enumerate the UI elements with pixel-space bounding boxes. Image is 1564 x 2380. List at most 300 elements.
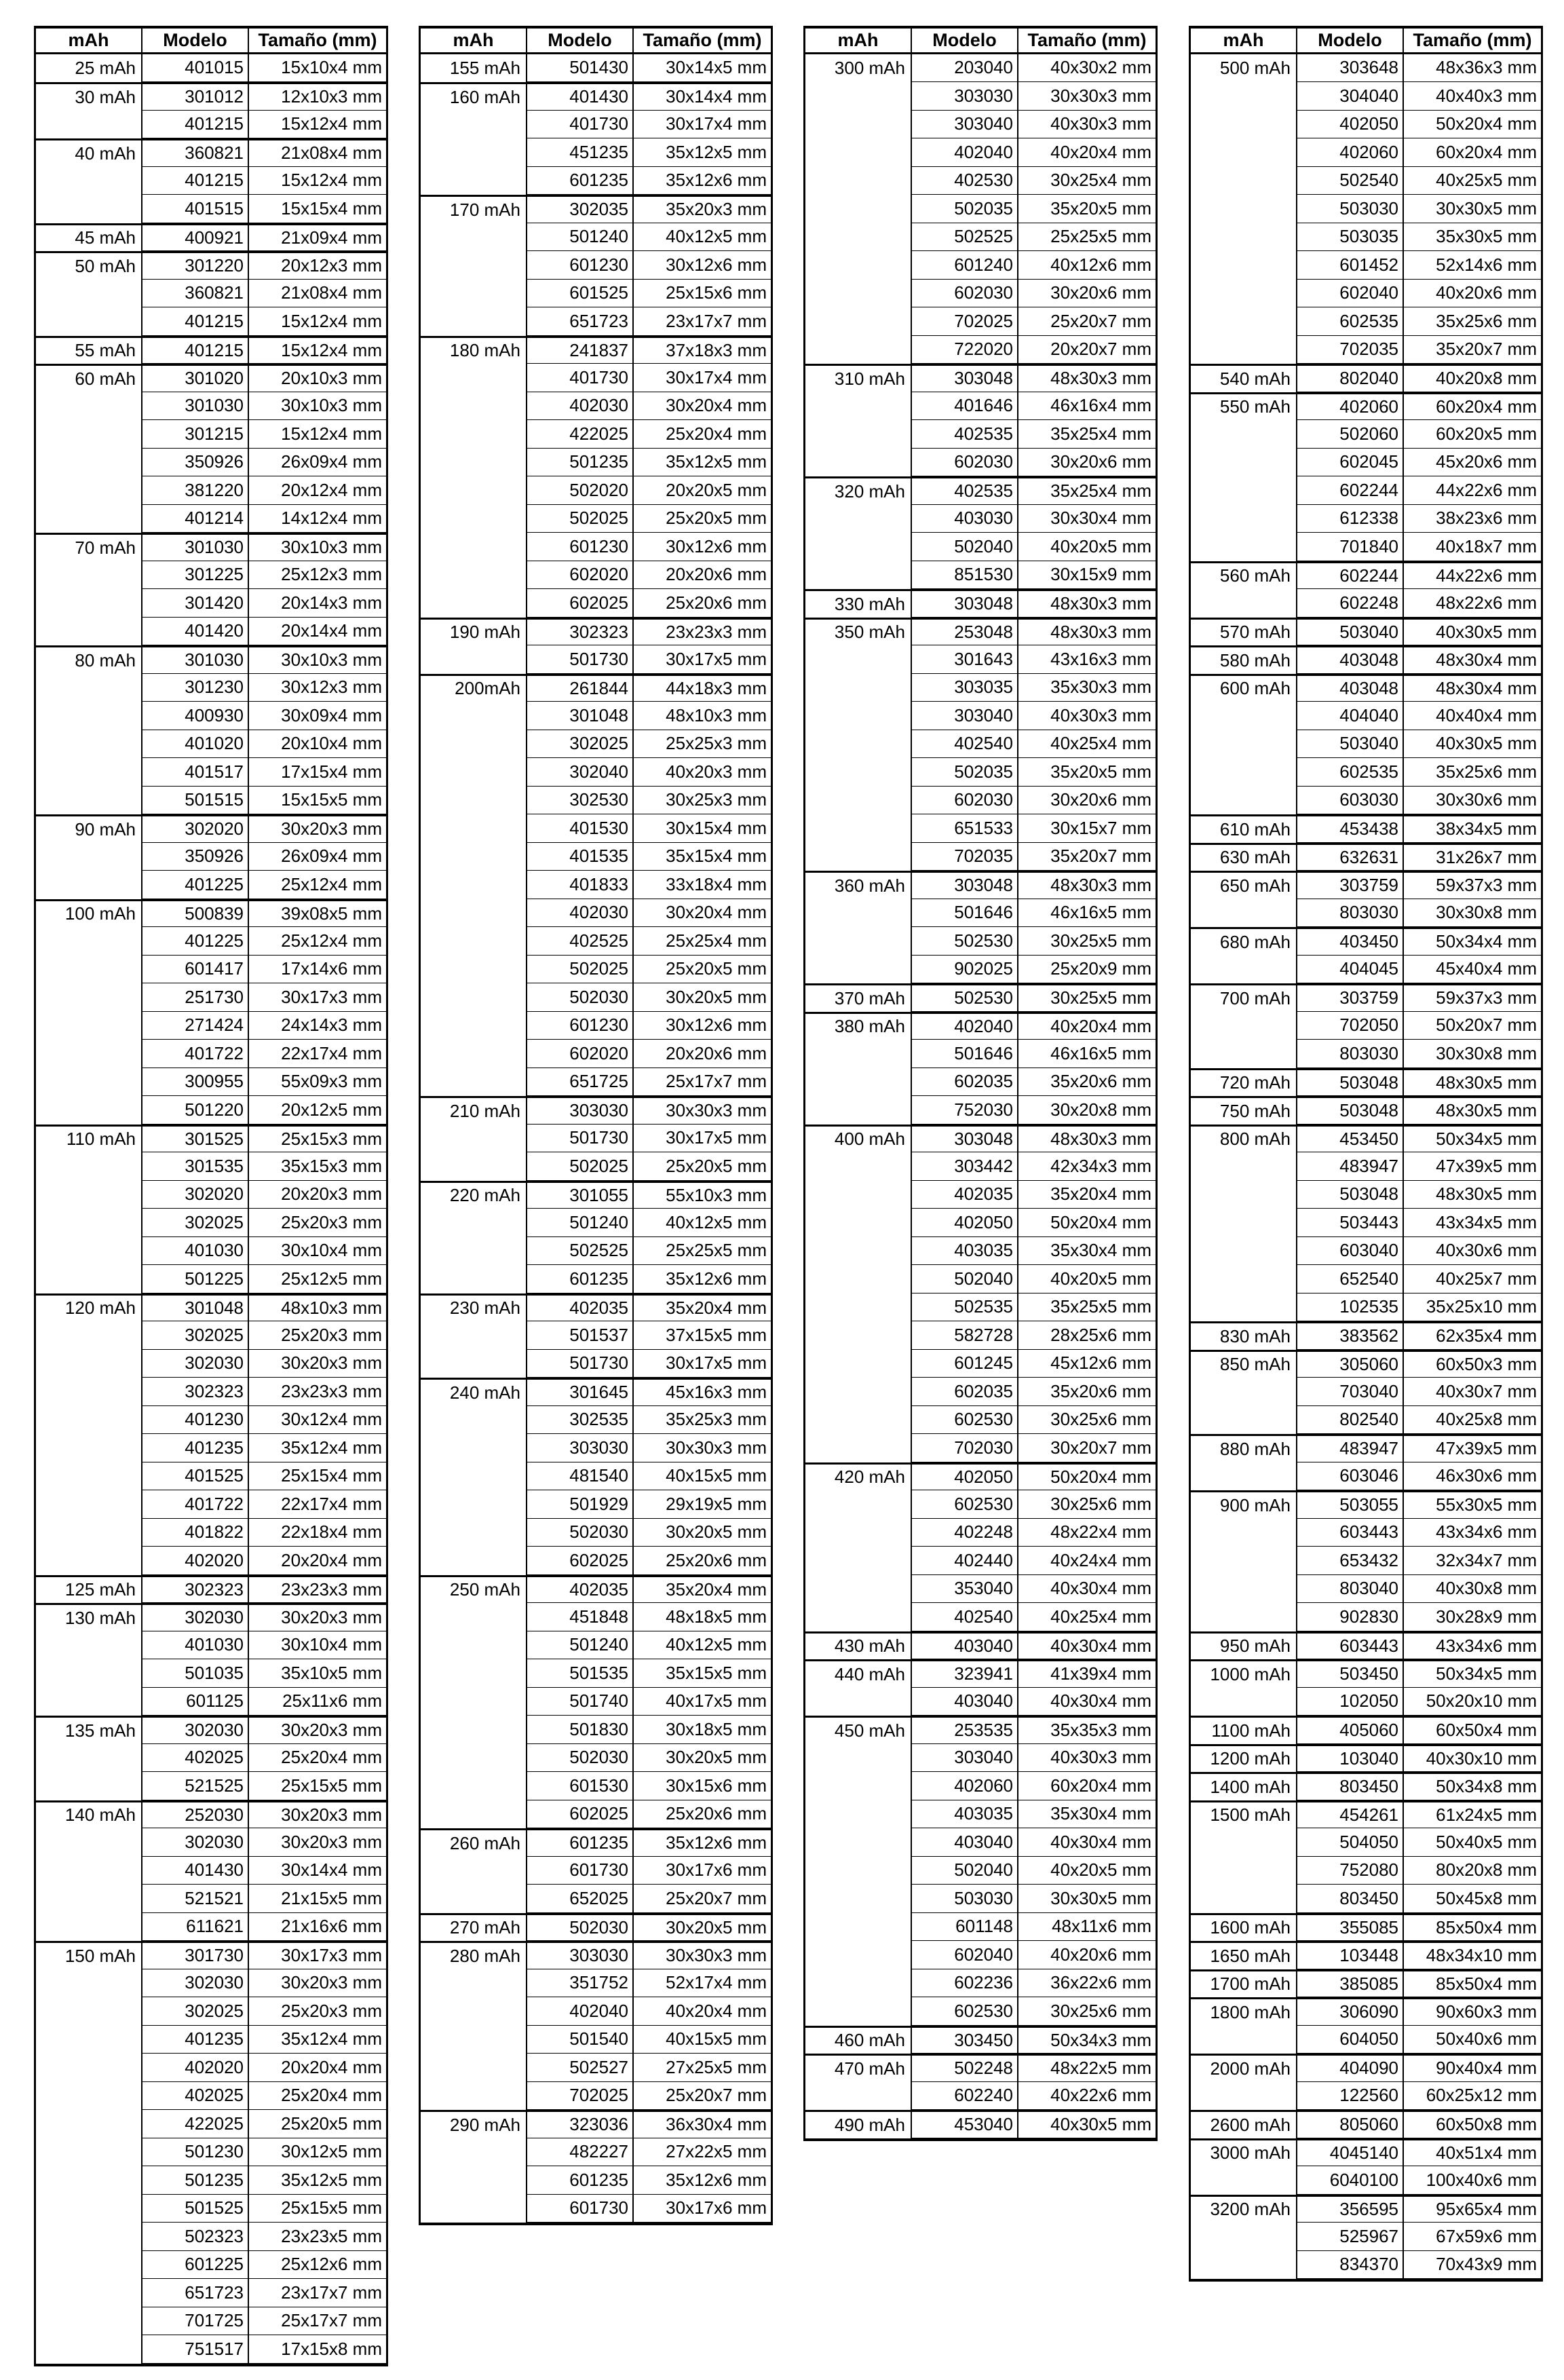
capacity-cell: 200mAh [421, 676, 527, 702]
size-cell: 30x12x6 mm [634, 1012, 771, 1040]
model-cell: 483947 [1297, 1152, 1404, 1181]
model-cell: 701725 [142, 2307, 249, 2336]
size-cell: 55x30x5 mm [1404, 1492, 1541, 1519]
capacity-cell [805, 1434, 912, 1462]
table-row [1191, 1969, 1541, 1998]
table-row [1191, 730, 1541, 759]
model-cell: 501515 [142, 787, 249, 815]
capacity-cell [1191, 1181, 1297, 1209]
model-cell: 501730 [527, 645, 634, 674]
capacity-cell: 250 mAh [421, 1577, 527, 1604]
size-cell: 30x10x3 mm [249, 392, 386, 421]
table-row [36, 364, 386, 392]
table-row [421, 1857, 771, 1885]
table-row [1191, 449, 1541, 477]
size-cell: 30x10x3 mm [249, 535, 386, 561]
model-cell: 350926 [142, 843, 249, 871]
model-cell: 401515 [142, 195, 249, 223]
table-row [805, 420, 1156, 449]
model-cell: 402025 [142, 1744, 249, 1773]
size-cell: 40x30x5 mm [1018, 2112, 1156, 2138]
model-cell: 303030 [527, 1434, 634, 1462]
size-cell: 41x39x4 mm [1018, 1661, 1156, 1688]
capacity-cell [805, 927, 912, 956]
capacity-cell [421, 1997, 527, 2026]
model-cell: 601417 [142, 956, 249, 984]
capacity-cell [36, 1096, 142, 1125]
table-row [421, 533, 771, 561]
capacity-cell: 30 mAh [36, 84, 142, 111]
size-cell: 35x25x5 mm [1018, 1293, 1156, 1322]
capacity-cell [421, 167, 527, 195]
table-row [805, 505, 1156, 533]
table-row [805, 1997, 1156, 2026]
model-cell: 252030 [142, 1802, 249, 1829]
table-row [805, 1631, 1156, 1660]
capacity-cell: 170 mAh [421, 197, 527, 223]
capacity-cell: 900 mAh [1191, 1492, 1297, 1519]
model-cell: 501740 [527, 1688, 634, 1716]
size-cell: 35x12x5 mm [634, 138, 771, 167]
table-row [36, 449, 386, 477]
capacity-cell [1191, 533, 1297, 561]
capacity-cell [36, 2279, 142, 2307]
capacity-cell [1191, 1209, 1297, 1237]
table-row [36, 505, 386, 533]
model-cell: 303648 [1297, 54, 1404, 83]
model-cell: 351752 [527, 1969, 634, 1998]
size-cell: 25x15x5 mm [249, 2195, 386, 2223]
size-cell: 55x09x3 mm [249, 1068, 386, 1097]
capacity-cell [1191, 1857, 1297, 1885]
capacity-cell [421, 956, 527, 984]
size-cell: 30x12x6 mm [634, 533, 771, 561]
model-cell: 404040 [1297, 702, 1404, 730]
size-cell: 24x14x3 mm [249, 1012, 386, 1040]
table-row [36, 1519, 386, 1547]
size-cell: 35x25x10 mm [1404, 1293, 1541, 1322]
size-cell: 35x12x5 mm [249, 2166, 386, 2195]
size-cell: 40x30x10 mm [1404, 1746, 1541, 1773]
capacity-cell [805, 1575, 912, 1604]
capacity-cell [36, 1744, 142, 1773]
size-cell: 15x15x4 mm [249, 195, 386, 223]
table-row [36, 730, 386, 759]
capacity-cell: 230 mAh [421, 1296, 527, 1322]
table-row [805, 54, 1156, 83]
model-cell: 453450 [1297, 1127, 1404, 1153]
model-cell: 702025 [527, 2082, 634, 2111]
size-cell: 48x30x5 mm [1404, 1070, 1541, 1097]
size-cell: 40x12x5 mm [634, 1209, 771, 1237]
table-row [1191, 2138, 1541, 2167]
size-cell: 52x14x6 mm [1404, 251, 1541, 280]
table-row [421, 2082, 771, 2111]
capacity-cell: 2600 mAh [1191, 2112, 1297, 2138]
table-row [805, 1772, 1156, 1800]
capacity-cell [36, 2335, 142, 2364]
table-row [1191, 1040, 1541, 1068]
table-row [1191, 111, 1541, 139]
size-cell: 25x20x7 mm [634, 2082, 771, 2111]
model-cell: 302025 [527, 730, 634, 759]
capacity-cell [36, 1152, 142, 1181]
model-cell: 601125 [142, 1688, 249, 1716]
battery-table-column-3 [803, 26, 1158, 2141]
table-row [805, 1688, 1156, 1716]
table-row [421, 251, 771, 280]
model-cell: 602244 [1297, 563, 1404, 590]
table-row [805, 1603, 1156, 1631]
capacity-cell: 155 mAh [421, 54, 527, 83]
capacity-cell [421, 1040, 527, 1068]
capacity-cell: 580 mAh [1191, 647, 1297, 674]
size-cell: 25x11x6 mm [249, 1688, 386, 1716]
table-row [1191, 1800, 1541, 1829]
table-row [421, 476, 771, 505]
table-row [805, 871, 1156, 899]
capacity-cell [36, 2054, 142, 2082]
size-cell: 46x30x6 mm [1404, 1462, 1541, 1491]
size-cell: 40x17x5 mm [634, 1688, 771, 1716]
capacity-cell [421, 1209, 527, 1237]
size-cell: 40x30x4 mm [1018, 1575, 1156, 1604]
size-cell: 50x20x10 mm [1404, 1688, 1541, 1716]
model-cell: 401822 [142, 1519, 249, 1547]
size-cell: 15x15x5 mm [249, 787, 386, 815]
capacity-cell [421, 1237, 527, 1266]
table-row [1191, 983, 1541, 1012]
table-row [805, 1857, 1156, 1885]
size-cell: 30x25x6 mm [1018, 1997, 1156, 2026]
capacity-cell: 180 mAh [421, 338, 527, 364]
size-cell: 35x20x5 mm [1018, 195, 1156, 223]
size-cell: 42x34x3 mm [1018, 1152, 1156, 1181]
model-cell: 303048 [912, 873, 1018, 899]
capacity-cell [421, 1631, 527, 1660]
model-cell: 405060 [1297, 1718, 1404, 1744]
size-cell: 35x20x4 mm [1018, 1181, 1156, 1209]
size-cell: 46x16x4 mm [1018, 392, 1156, 421]
model-cell: 603443 [1297, 1633, 1404, 1660]
model-cell: 401646 [912, 392, 1018, 421]
table-row [1191, 2082, 1541, 2111]
capacity-cell [36, 2110, 142, 2138]
size-cell: 30x20x7 mm [1018, 1434, 1156, 1462]
table-row [36, 1913, 386, 1942]
model-cell: 301030 [142, 647, 249, 674]
size-cell: 48x30x3 mm [1018, 591, 1156, 618]
model-cell: 502020 [527, 476, 634, 505]
table-row [1191, 2251, 1541, 2280]
model-cell: 501540 [527, 2026, 634, 2054]
capacity-cell [36, 956, 142, 984]
capacity-cell [1191, 730, 1297, 759]
table-row [421, 2166, 771, 2195]
model-cell: 323036 [527, 2112, 634, 2138]
table-row [421, 1772, 771, 1800]
table-row [36, 1716, 386, 1744]
size-cell: 25x25x5 mm [1018, 223, 1156, 252]
table-row [1191, 1406, 1541, 1435]
model-cell: 601235 [527, 167, 634, 195]
capacity-cell [36, 1378, 142, 1406]
model-cell: 482227 [527, 2138, 634, 2167]
size-cell: 30x14x5 mm [634, 54, 771, 83]
capacity-cell [1191, 1462, 1297, 1491]
table-row [1191, 1321, 1541, 1350]
table-row [805, 1828, 1156, 1857]
capacity-cell [1191, 1012, 1297, 1040]
table-row [36, 561, 386, 590]
model-cell: 402020 [142, 1547, 249, 1575]
model-cell: 400930 [142, 702, 249, 730]
model-cell: 301643 [912, 645, 1018, 674]
size-cell: 30x18x5 mm [634, 1716, 771, 1744]
table-row [36, 1857, 386, 1885]
capacity-cell [421, 364, 527, 392]
capacity-cell [36, 1181, 142, 1209]
capacity-cell [805, 138, 912, 167]
model-cell: 752080 [1297, 1857, 1404, 1885]
size-cell: 20x20x4 mm [249, 1547, 386, 1575]
size-cell: 25x20x3 mm [249, 1997, 386, 2026]
model-cell: 102535 [1297, 1293, 1404, 1322]
capacity-cell [1191, 195, 1297, 223]
table-row [805, 843, 1156, 871]
capacity-cell [421, 899, 527, 928]
model-cell: 602025 [527, 1547, 634, 1575]
table-row [805, 645, 1156, 674]
size-cell: 70x43x9 mm [1404, 2251, 1541, 2280]
size-cell: 59x37x3 mm [1404, 985, 1541, 1012]
table-row [1191, 561, 1541, 590]
table-row [36, 307, 386, 336]
size-cell: 40x30x4 mm [1018, 1633, 1156, 1660]
model-cell: 301230 [142, 674, 249, 702]
model-cell: 602248 [1297, 589, 1404, 618]
table-header [805, 26, 1156, 54]
capacity-cell [421, 1350, 527, 1378]
capacity-cell: 40 mAh [36, 140, 142, 167]
size-cell: 40x30x3 mm [1018, 111, 1156, 139]
capacity-cell [805, 1265, 912, 1293]
size-cell: 35x15x3 mm [249, 1152, 386, 1181]
size-cell: 38x34x5 mm [1404, 816, 1541, 843]
model-cell: 303048 [912, 366, 1018, 392]
size-cell: 30x20x5 mm [634, 1519, 771, 1547]
capacity-cell [805, 1181, 912, 1209]
table-row [421, 2054, 771, 2082]
table-row [805, 1547, 1156, 1575]
table-row [421, 1490, 771, 1519]
table-header [36, 26, 386, 54]
size-cell: 28x25x6 mm [1018, 1321, 1156, 1350]
table-row [805, 927, 1156, 956]
table-row [36, 54, 386, 83]
model-cell: 402035 [912, 1181, 1018, 1209]
model-cell: 601230 [527, 1012, 634, 1040]
table-row [805, 392, 1156, 421]
model-cell: 502527 [527, 2054, 634, 2082]
table-row [421, 1040, 771, 1068]
capacity-cell [1191, 449, 1297, 477]
capacity-cell [805, 1406, 912, 1435]
table-row [1191, 2223, 1541, 2251]
capacity-cell [1191, 589, 1297, 618]
model-cell: 401030 [142, 1631, 249, 1660]
size-cell: 20x12x3 mm [249, 253, 386, 280]
model-cell: 401225 [142, 927, 249, 956]
size-cell: 30x30x3 mm [634, 1098, 771, 1125]
size-cell: 20x20x6 mm [634, 561, 771, 590]
model-cell: 502530 [912, 927, 1018, 956]
capacity-cell: 135 mAh [36, 1718, 142, 1744]
capacity-cell: 350 mAh [805, 620, 912, 646]
model-cell: 403030 [912, 505, 1018, 533]
size-cell: 40x15x5 mm [634, 2026, 771, 2054]
table-row [1191, 1913, 1541, 1942]
table-row [36, 674, 386, 702]
capacity-cell [1191, 476, 1297, 505]
table-row [805, 561, 1156, 590]
model-cell: 503048 [1297, 1070, 1404, 1097]
size-cell: 35x25x4 mm [1018, 420, 1156, 449]
model-cell: 454261 [1297, 1802, 1404, 1829]
model-cell: 302020 [142, 1181, 249, 1209]
table-row [421, 1716, 771, 1744]
table-row [421, 730, 771, 759]
model-cell: 902025 [912, 956, 1018, 984]
size-cell: 27x22x5 mm [634, 2138, 771, 2167]
size-cell: 35x20x7 mm [1018, 843, 1156, 871]
capacity-cell [36, 1659, 142, 1688]
model-cell: 582728 [912, 1321, 1018, 1350]
table-row [1191, 1716, 1541, 1744]
size-cell: 20x10x4 mm [249, 730, 386, 759]
table-row [805, 758, 1156, 787]
table-row [36, 1659, 386, 1688]
capacity-cell [36, 476, 142, 505]
model-cell: 451235 [527, 138, 634, 167]
table-row [805, 1659, 1156, 1688]
size-cell: 30x20x3 mm [249, 1605, 386, 1631]
table-row [421, 2026, 771, 2054]
table-row [805, 1434, 1156, 1462]
model-cell: 502030 [527, 1915, 634, 1942]
size-cell: 30x20x3 mm [249, 1969, 386, 1998]
table-row [805, 476, 1156, 505]
size-cell: 30x14x4 mm [634, 84, 771, 111]
size-cell: 23x23x3 mm [249, 1577, 386, 1604]
capacity-cell [1191, 1237, 1297, 1266]
header-mah: mAh [805, 29, 912, 52]
size-cell: 40x30x2 mm [1018, 54, 1156, 83]
table-row [805, 449, 1156, 477]
model-cell: 302030 [142, 1828, 249, 1857]
table-row [1191, 1631, 1541, 1660]
table-row [1191, 1857, 1541, 1885]
table-row [36, 843, 386, 871]
size-cell: 40x40x4 mm [1404, 702, 1541, 730]
size-cell: 60x20x5 mm [1404, 420, 1541, 449]
size-cell: 30x30x6 mm [1404, 787, 1541, 815]
size-cell: 25x20x3 mm [249, 1321, 386, 1350]
table-row [1191, 1744, 1541, 1773]
capacity-cell: 150 mAh [36, 1943, 142, 1969]
size-cell: 60x50x8 mm [1404, 2112, 1541, 2138]
model-cell: 453040 [912, 2112, 1018, 2138]
table-row [421, 1997, 771, 2026]
model-cell: 702025 [912, 307, 1018, 336]
table-row [421, 927, 771, 956]
model-cell: 303450 [912, 2028, 1018, 2054]
size-cell: 40x51x4 mm [1404, 2140, 1541, 2167]
table-row [421, 1068, 771, 1097]
size-cell: 25x20x7 mm [634, 1885, 771, 1913]
table-row [421, 1462, 771, 1491]
table-row [805, 1096, 1156, 1125]
capacity-cell [421, 983, 527, 1012]
table-row [36, 1828, 386, 1857]
size-cell: 35x35x3 mm [1018, 1718, 1156, 1744]
table-row [421, 1631, 771, 1660]
model-cell: 304040 [1297, 82, 1404, 111]
table-row [1191, 54, 1541, 83]
capacity-cell [421, 1434, 527, 1462]
capacity-cell: 570 mAh [1191, 620, 1297, 646]
capacity-cell [805, 702, 912, 730]
model-cell: 401722 [142, 1490, 249, 1519]
capacity-cell [1191, 899, 1297, 928]
table-row [1191, 1547, 1541, 1575]
model-cell: 503030 [1297, 195, 1404, 223]
model-cell: 603030 [1297, 787, 1404, 815]
size-cell: 30x20x5 mm [634, 1744, 771, 1773]
size-cell: 44x22x6 mm [1404, 476, 1541, 505]
size-cell: 30x25x6 mm [1018, 1406, 1156, 1435]
model-cell: 601148 [912, 1913, 1018, 1942]
size-cell: 62x35x4 mm [1404, 1323, 1541, 1350]
model-cell: 483947 [1297, 1436, 1404, 1462]
capacity-cell [36, 843, 142, 871]
size-cell: 25x20x7 mm [1018, 307, 1156, 336]
size-cell: 60x50x4 mm [1404, 1718, 1541, 1744]
model-cell: 902830 [1297, 1603, 1404, 1631]
size-cell: 25x25x3 mm [634, 730, 771, 759]
model-cell: 501235 [527, 449, 634, 477]
model-cell: 302025 [142, 1209, 249, 1237]
table-row [421, 618, 771, 646]
model-cell: 601530 [527, 1772, 634, 1800]
model-cell: 601230 [527, 251, 634, 280]
capacity-cell [36, 1913, 142, 1942]
table-row [805, 814, 1156, 843]
capacity-cell: 220 mAh [421, 1183, 527, 1209]
model-cell: 502035 [912, 195, 1018, 223]
size-cell: 26x09x4 mm [249, 449, 386, 477]
table-row [36, 2110, 386, 2138]
table-row [805, 2110, 1156, 2138]
capacity-cell [421, 2082, 527, 2111]
model-cell: 302323 [142, 1378, 249, 1406]
capacity-cell [421, 2026, 527, 2054]
table-row [36, 589, 386, 618]
table-row [36, 1941, 386, 1969]
size-cell: 35x25x4 mm [1018, 478, 1156, 505]
capacity-cell: 450 mAh [805, 1718, 912, 1744]
model-cell: 360821 [142, 140, 249, 167]
